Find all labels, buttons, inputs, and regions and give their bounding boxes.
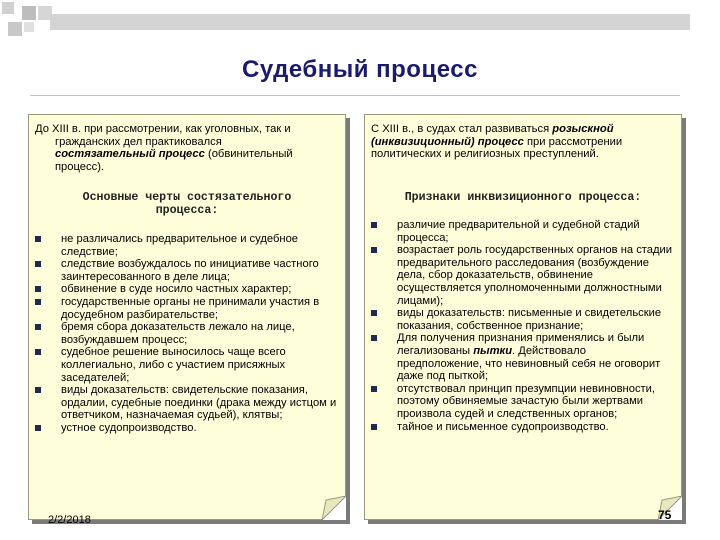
right-intro-emphasis: розыскной (инквизиционный) процесс bbox=[371, 123, 614, 148]
list-item-text: устное судопроизводство. bbox=[61, 421, 197, 434]
list-item-text: возрастает роль государственных органов на стадии предварительного расследования (возбуждение дела, сбор доказательств, обвинение осуществляется уполномоченными должностными лицами); bbox=[397, 244, 673, 307]
bullet-icon bbox=[371, 335, 377, 341]
left-intro-continuation bbox=[35, 136, 337, 174]
list-item-text: виды доказательств: письменные и свидетельские показания, собственное признание; bbox=[397, 307, 662, 332]
left-feature-list bbox=[35, 233, 337, 435]
list-item-text: Для получения признания применялись и были легализованы bbox=[397, 332, 645, 357]
bullet-icon bbox=[35, 349, 41, 355]
list-item bbox=[35, 384, 337, 422]
left-intro-text-2: (обвинительный процесс). bbox=[55, 148, 293, 173]
left-intro-emphasis: состязательный процесс bbox=[55, 148, 205, 161]
list-item-text: не различались предварительное и судебное следствие; bbox=[61, 233, 299, 258]
right-intro-text: С XIII в., в судах стал развиваться bbox=[371, 123, 553, 135]
bullet-icon bbox=[371, 424, 377, 430]
left-subheading: Основные черты состязательного процесса: bbox=[82, 191, 292, 217]
adversarial-process-panel bbox=[28, 114, 346, 520]
bullet-icon bbox=[371, 386, 377, 392]
list-item-text: следствие возбуждалось по инициативе частного заинтересованного в деле лица; bbox=[61, 258, 319, 283]
list-item bbox=[371, 332, 673, 382]
bullet-icon bbox=[35, 236, 41, 242]
list-item bbox=[35, 321, 337, 346]
list-item bbox=[371, 244, 673, 307]
slide-date: 2/2/2018 bbox=[48, 514, 91, 526]
right-feature-list bbox=[371, 219, 673, 433]
list-item-emphasis: пытки bbox=[473, 344, 513, 357]
list-item bbox=[35, 346, 337, 384]
page-number: 75 bbox=[658, 508, 672, 522]
list-item-text: виды доказательств: свидетельские показания, ордалии, судебные поединки (драка между истцом и ответчиком, назначаемая судьей), клятвы; bbox=[61, 384, 337, 422]
list-item-text: судебное решение выносилось чаще всего коллегиально, либо с участием присяжных заседателей; bbox=[61, 346, 286, 384]
left-intro-line: До XIII в. при рассмотрении, как уголовных, так и bbox=[35, 123, 291, 135]
title-divider bbox=[30, 95, 680, 96]
list-item bbox=[35, 283, 337, 296]
list-item bbox=[35, 233, 337, 258]
bullet-icon bbox=[371, 222, 377, 228]
list-item-text: бремя сбора доказательств лежало на лице, возбуждавшем процесс; bbox=[61, 321, 295, 346]
list-item bbox=[371, 421, 673, 434]
bullet-icon bbox=[371, 247, 377, 253]
list-item-text: отсутствовал принцип презумпции невиновности, поэтому обвиняемые зачастую были жертвами произвола судей и следственных органов; bbox=[397, 382, 656, 420]
bullet-icon bbox=[371, 310, 377, 316]
list-item bbox=[371, 219, 673, 244]
bullet-icon bbox=[35, 425, 41, 431]
inquisitorial-process-panel bbox=[364, 114, 682, 520]
list-item bbox=[35, 258, 337, 283]
right-intro bbox=[371, 123, 673, 161]
list-item bbox=[371, 307, 673, 332]
bullet-icon bbox=[35, 286, 41, 292]
right-subheading: Признаки инквизиционного процесса: bbox=[404, 191, 642, 204]
page-title: Судебный процесс bbox=[242, 56, 478, 83]
top-band bbox=[50, 14, 690, 30]
list-item-text: тайное и письменное судопроизводство. bbox=[397, 420, 609, 433]
left-intro bbox=[35, 123, 337, 173]
left-intro-text: гражданских дел практиковался bbox=[55, 135, 222, 148]
right-intro-rest: при рассмотрении политических и религиозных преступлений. bbox=[371, 135, 623, 161]
bullet-icon bbox=[35, 387, 41, 393]
list-item bbox=[35, 422, 337, 435]
bullet-icon bbox=[35, 324, 41, 330]
list-item bbox=[371, 383, 673, 421]
bullet-icon bbox=[35, 261, 41, 267]
list-item-text: обвинение в суде носило частных характер; bbox=[61, 283, 292, 296]
list-item-text: различие предварительной и судебной стадий процесса; bbox=[397, 219, 640, 244]
bullet-icon bbox=[35, 299, 41, 305]
list-item-text-rest: . Действовало предположение, что невиновный себя не оговорит даже под пыткой; bbox=[397, 344, 661, 383]
page-fold bbox=[322, 496, 346, 520]
list-item-text: государственные органы не принимали участия в досудебном разбирательстве; bbox=[61, 295, 320, 321]
list-item bbox=[35, 296, 337, 321]
